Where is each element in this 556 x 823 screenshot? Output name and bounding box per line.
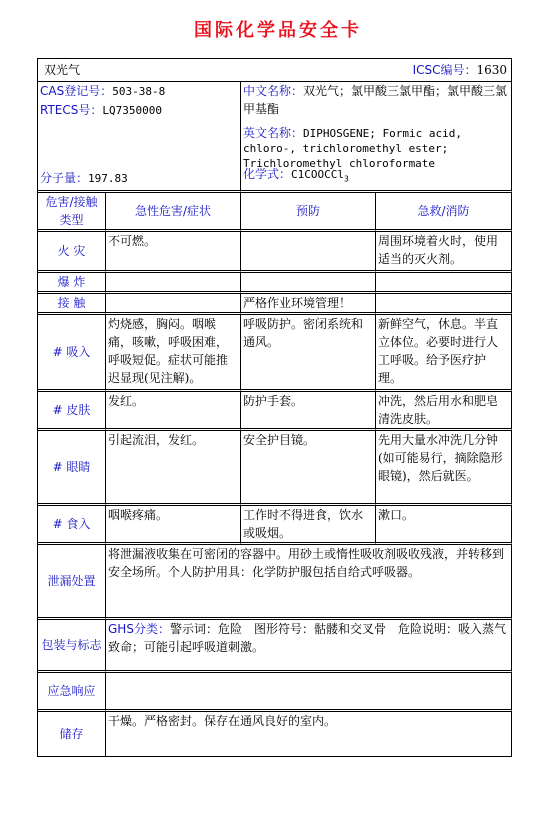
names-cell <box>241 82 512 193</box>
storage-row <box>38 712 512 757</box>
hazard-first-aid: 冲洗，然后用水和肥皂清洗皮肤。 <box>376 392 512 431</box>
col-header-first-aid: 急救/消防 <box>376 193 512 232</box>
hazard-first-aid: 周围环境着火时，使用适当的灭火剂。 <box>376 232 512 273</box>
hazard-symptoms <box>106 294 241 315</box>
mw-label: 分子量： <box>40 171 89 185</box>
col-header-type: 危害/接触类型 <box>38 193 106 232</box>
formula-subscript: 3 <box>344 174 349 183</box>
emergency-text <box>106 673 512 712</box>
hazard-first-aid <box>376 273 512 294</box>
hazard-first-aid: 先用大量水冲洗几分钟(如可能易行，摘除隐形眼镜)，然后就医。 <box>376 431 512 506</box>
icsc-label: ICSC编号： <box>412 63 477 77</box>
hazard-type: 接 触 <box>38 294 106 315</box>
cn-name-label: 中文名称： <box>243 84 304 98</box>
safety-card <box>37 58 511 757</box>
spill-label: 泄漏处置 <box>38 545 106 620</box>
hazard-symptoms: 发红。 <box>106 392 241 431</box>
emergency-label: 应急响应 <box>38 673 106 712</box>
hazard-type: # 食入 <box>38 506 106 545</box>
hazard-row-explosion <box>38 273 512 294</box>
hazard-type: # 吸入 <box>38 315 106 392</box>
mw-value: 197.83 <box>88 172 128 185</box>
hazard-prevention: 防护手套。 <box>241 392 376 431</box>
hazard-type: # 眼睛 <box>38 431 106 506</box>
col-header-symptoms: 急性危害/症状 <box>106 193 241 232</box>
cn-name-value: 双光气；氯甲酸三氯甲酯；氯甲酸三氯甲基酯 <box>243 84 508 116</box>
hazard-prevention: 工作时不得进食，饮水或吸烟。 <box>241 506 376 545</box>
packaging-cell <box>106 620 512 673</box>
document-title: 国际化学品安全卡 <box>194 20 362 41</box>
hazard-row-contact <box>38 294 512 315</box>
formula-label: 化学式： <box>243 166 292 181</box>
hazard-prevention <box>241 273 376 294</box>
rtecs-label: RTECS号： <box>40 103 103 117</box>
packaging-text: 警示词：危险 图形符号：骷髅和交叉骨 危险说明：吸入蒸气致命；可能引起呼吸道刺激。 <box>108 622 506 654</box>
spill-text: 将泄漏液收集在可密闭的容器中。用砂土或惰性吸收剂吸收残液，并转移到安全场所。个人防护用具：化学防护服包括自给式呼吸器。 <box>106 545 512 620</box>
identifiers-cell <box>38 82 241 193</box>
name-bar <box>38 59 512 82</box>
formula-value: C1COOCCl <box>291 167 344 181</box>
hazard-symptoms: 引起流泪，发红。 <box>106 431 241 506</box>
col-header-prevention: 预防 <box>241 193 376 232</box>
hazard-type: 火 灾 <box>38 232 106 273</box>
hazard-type: # 皮肤 <box>38 392 106 431</box>
hazard-symptoms: 灼烧感，胸闷。咽喉痛，咳嗽，呼吸困难，呼吸短促。症状可能推迟显现(见注解)。 <box>106 315 241 392</box>
hazard-prevention <box>241 232 376 273</box>
en-name-value: DIPHOSGENE; Formic acid, chloro-, trichloromethyl ester; Trichloromethyl chloroformate <box>243 127 462 170</box>
hazard-row-ingestion <box>38 506 512 545</box>
icsc-value: 1630 <box>476 63 508 77</box>
hazard-first-aid: 新鲜空气，休息。半直立体位。必要时进行人工呼吸。给予医疗护理。 <box>376 315 512 392</box>
chemical-name: 双光气 <box>44 63 81 77</box>
hazard-prevention: 呼吸防护。密闭系统和通风。 <box>241 315 376 392</box>
hazard-prevention: 严格作业环境管理！ <box>241 294 376 315</box>
emergency-row <box>38 673 512 712</box>
ghs-label: GHS分类： <box>108 622 170 636</box>
packaging-row <box>38 620 512 673</box>
hazard-row-skin <box>38 392 512 431</box>
hazard-prevention: 安全护目镜。 <box>241 431 376 506</box>
hazard-symptoms <box>106 273 241 294</box>
hazard-symptoms: 咽喉疼痛。 <box>106 506 241 545</box>
cas-value: 503-38-8 <box>112 85 166 98</box>
hazard-first-aid <box>376 294 512 315</box>
hazard-first-aid: 漱口。 <box>376 506 512 545</box>
rtecs-value: LQ7350000 <box>102 104 162 117</box>
hazard-row-fire <box>38 232 512 273</box>
hazard-header-row <box>38 193 512 232</box>
packaging-label: 包装与标志 <box>38 620 106 673</box>
storage-label: 储存 <box>38 712 106 757</box>
hazard-row-inhalation <box>38 315 512 392</box>
hazard-type: 爆 炸 <box>38 273 106 294</box>
en-name-label: 英文名称： <box>243 126 304 140</box>
cas-label: CAS登记号： <box>40 84 113 98</box>
identity-row <box>38 82 512 193</box>
storage-text: 干燥。严格密封。保存在通风良好的室内。 <box>106 712 512 757</box>
hazard-symptoms: 不可燃。 <box>106 232 241 273</box>
spill-row <box>38 545 512 620</box>
safety-card-table <box>37 58 512 757</box>
hazard-row-eyes <box>38 431 512 506</box>
